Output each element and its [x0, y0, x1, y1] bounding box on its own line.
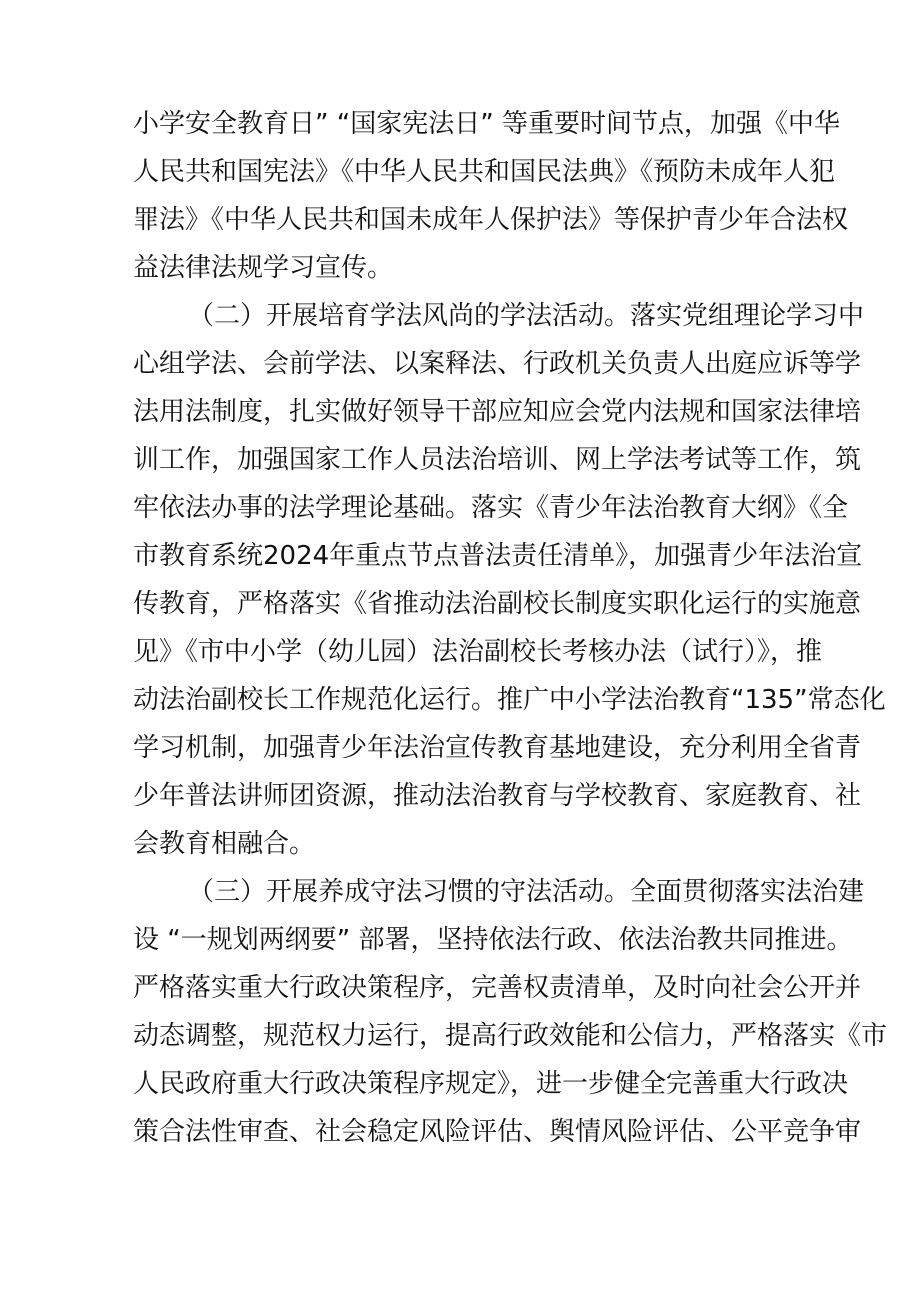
text-line: 小学安全教育日” “国家宪法日” 等重要时间节点，加强《中华 — [133, 109, 840, 139]
text-line: 罪法》《中华人民共和国未成年人保护法》等保护青少年合法权 — [133, 205, 849, 235]
paragraph-heading-line: （二）开展培育学法风尚的学法活动。落实党组理论学习中 — [188, 301, 865, 331]
text-line: 学习机制，加强青少年法治宣传教育基地建设，充分利用全省青 — [133, 733, 862, 763]
text-line: 见》《市中小学（幼儿园）法治副校长考核办法（试行）》，推 — [133, 637, 823, 667]
text-line: 少年普法讲师团资源，推动法治教育与学校教育、家庭教育、社 — [133, 781, 862, 811]
text-line: 动法治副校长工作规范化运行。推广中小学法治教育“135”常态化 — [133, 685, 886, 715]
text-line: 牢依法办事的法学理论基础。落实《青少年法治教育大纲》《全 — [133, 493, 849, 523]
text-line: 益法律法规学习宣传。 — [133, 253, 394, 283]
text-line: 动态调整，规范权力运行，提高行政效能和公信力，严格落实《市 — [133, 1021, 888, 1051]
text-line: 传教育，严格落实《省推动法治副校长制度实职化运行的实施意 — [133, 589, 862, 619]
text-line: 人民共和国宪法》《中华人民共和国民法典》《预防未成年人犯 — [133, 157, 836, 187]
text-line: 策合法性审查、社会稳定风险评估、舆情风险评估、公平竞争审 — [133, 1117, 862, 1147]
text-line: 人民政府重大行政决策程序规定》，进一步健全完善重大行政决 — [133, 1069, 849, 1099]
paragraph-heading-line: （三）开展养成守法习惯的守法活动。全面贯彻落实法治建 — [188, 877, 865, 907]
document-body — [133, 100, 888, 1156]
text-line: 训工作，加强国家工作人员法治培训、网上学法考试等工作，筑 — [133, 445, 862, 475]
text-line: 心组学法、会前学法、以案释法、行政机关负责人出庭应诉等学 — [133, 349, 862, 379]
text-line: 严格落实重大行政决策程序，完善权责清单，及时向社会公开并 — [133, 973, 862, 1003]
text-line: 市教育系统2024年重点节点普法责任清单》，加强青少年法治宣 — [133, 541, 863, 571]
text-line: 法用法制度，扎实做好领导干部应知应会党内法规和国家法律培 — [133, 397, 862, 427]
text-line: 会教育相融合。 — [133, 829, 316, 859]
text-line: 设 “一规划两纲要” 部署，坚持依法行政、依法治教共同推进。 — [133, 925, 853, 955]
